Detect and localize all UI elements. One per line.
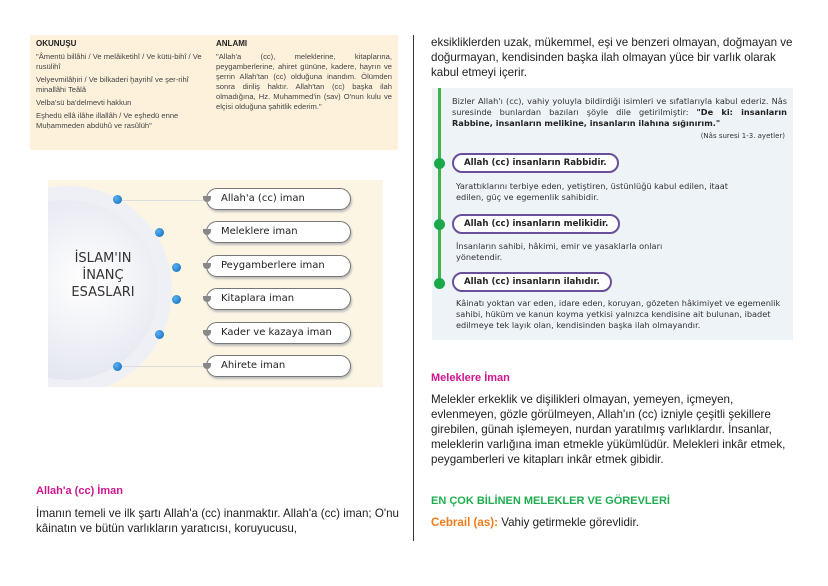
box-source: (Nâs suresi 1-3. ayetler) [700,132,785,140]
okunusu-line: "Âmentü billâhi / Ve melâiketihî / Ve kütü-bihî / Ve rusülihî [36,52,202,71]
diagram-item: Allah'a (cc) iman [206,188,351,210]
meleklere-iman-paragraph: Melekler erkeklik ve dişilikleri olmayan, yemeyen, içmeyen, evlenmeyen, gözle görülmeyen, Allah'ın (cc) izniyle çeşitli şekillere girebilen, günah işlemeyen, nurdan yaratılmış varlıklardır. İnsanlar, meleklerin varlığına iman etmekle yükümlüdür. Melekleri inkâr etmek, peygamberleri ve kitapları inkâr etmek gibidir. [431,393,786,466]
bullet-dot [113,195,122,204]
okunusu-line: Eşhedü ellâ ilâhe illallâh / Ve eşhedü enne Muḥammeden abdühû ve rasûlüh" [36,111,179,130]
box-item-title: Allah (cc) insanların melikidir. [452,214,620,234]
box-item-text: Yarattıklarını terbiye eden, yetiştiren, üstünlüğü kabul edilen, itaat edilen, güç ve egemenlik sahibidir. [456,181,729,202]
cebrail-line: Cebrail (as): Vahiy getirmekle görevlidir. [431,516,639,529]
okunusu-anlami-table [30,35,398,150]
anlami-text: "Allah'a (cc), meleklerine, kitaplarına, peygamberlerine, ahiret gününe, kadere, hayrın ve şerrin Allah'tan (cc) olduğuna inandım. Ölümden sonra diriliş haktır. Allah'tan (cc) başka ilah olmadığına, Hz. Muhammed'in (sav) O'nun kulu ve elçisi olduğuna şahitlik ederim." [216,52,392,111]
diagram-item: Kader ve kazaya iman [206,322,351,344]
diagram-item: Meleklere iman [206,221,351,243]
melekler-gorevleri-heading: EN ÇOK BİLİNEN MELEKLER VE GÖREVLERİ [431,495,670,507]
okunusu-line: Velba'sü ba'delmevti hakkun [36,98,132,107]
allah-iman-paragraph: İmanın temeli ve ilk şartı Allah'a (cc) inanmaktır. Allah'a (cc) iman; O'nu kâinatın ve bütün varlıkların yaratıcısı, koruyucusu, [36,507,399,535]
diagram-item: Kitaplara iman [206,288,351,310]
col-header-okunusu: OKUNUŞU [36,39,77,48]
diagram-title: İSLAM'IN İNANÇ ESASLARI [71,251,135,300]
bullet-dot [155,330,164,339]
box-item-text: İnsanların sahibi, hâkimi, emir ve yasaklarla onları yönetendir. [456,241,663,262]
box-item-title: Allah (cc) insanların ilahıdır. [452,272,612,292]
allah-iman-heading: Allah'a (cc) İman [36,485,123,497]
box-item-title: Allah (cc) insanların Rabbidir. [452,153,619,173]
inanc-esaslari-diagram [48,180,383,387]
diagram-item: Peygamberlere iman [206,255,351,277]
nas-suresi-box [432,88,793,340]
box-item-text: Kâinatı yoktan var eden, idare eden, koruyan, gözeten hâkimiyet ve egemenlik sahibi, hüküm ve kanun koyma yetkisi yalnızca kendisine ait bulunan, ibadet edilmeye tek layık olan, kendisinden başka ilah olmayandır. [456,298,781,330]
bullet-dot [113,362,122,371]
diagram-item: Ahirete iman [206,355,351,377]
bullet-dot [172,295,181,304]
right-intro-paragraph: eksikliklerden uzak, mükemmel, eşi ve benzeri olmayan, doğmayan ve doğurmayan, kendisinden başka ilah olmayan yüce bir varlık olarak kabul etmeyi içerir. [431,36,793,79]
meleklere-iman-heading: Meleklere İman [431,372,510,384]
bullet-dot [172,263,181,272]
col-header-anlami: ANLAMI [216,39,248,48]
bullet-dot [155,228,164,237]
okunusu-line: Velyevmilâḥiri / Ve bilkaderi ḫayrihî ve şer-rihî minallâhi Teâlâ [36,75,189,94]
column-divider [413,35,414,541]
box-intro: Bizler Allah'ı (cc), vahiy yoluyla bildirdiği isimleri ve sıfatlarıyla kabul ederiz. Nâs suresinde bunlardan bazıları şöyle dile getirilmiştir: "De ki: insanların Rabbine, insanların melikine, insanların ilahına sığınırım." [452,96,787,128]
